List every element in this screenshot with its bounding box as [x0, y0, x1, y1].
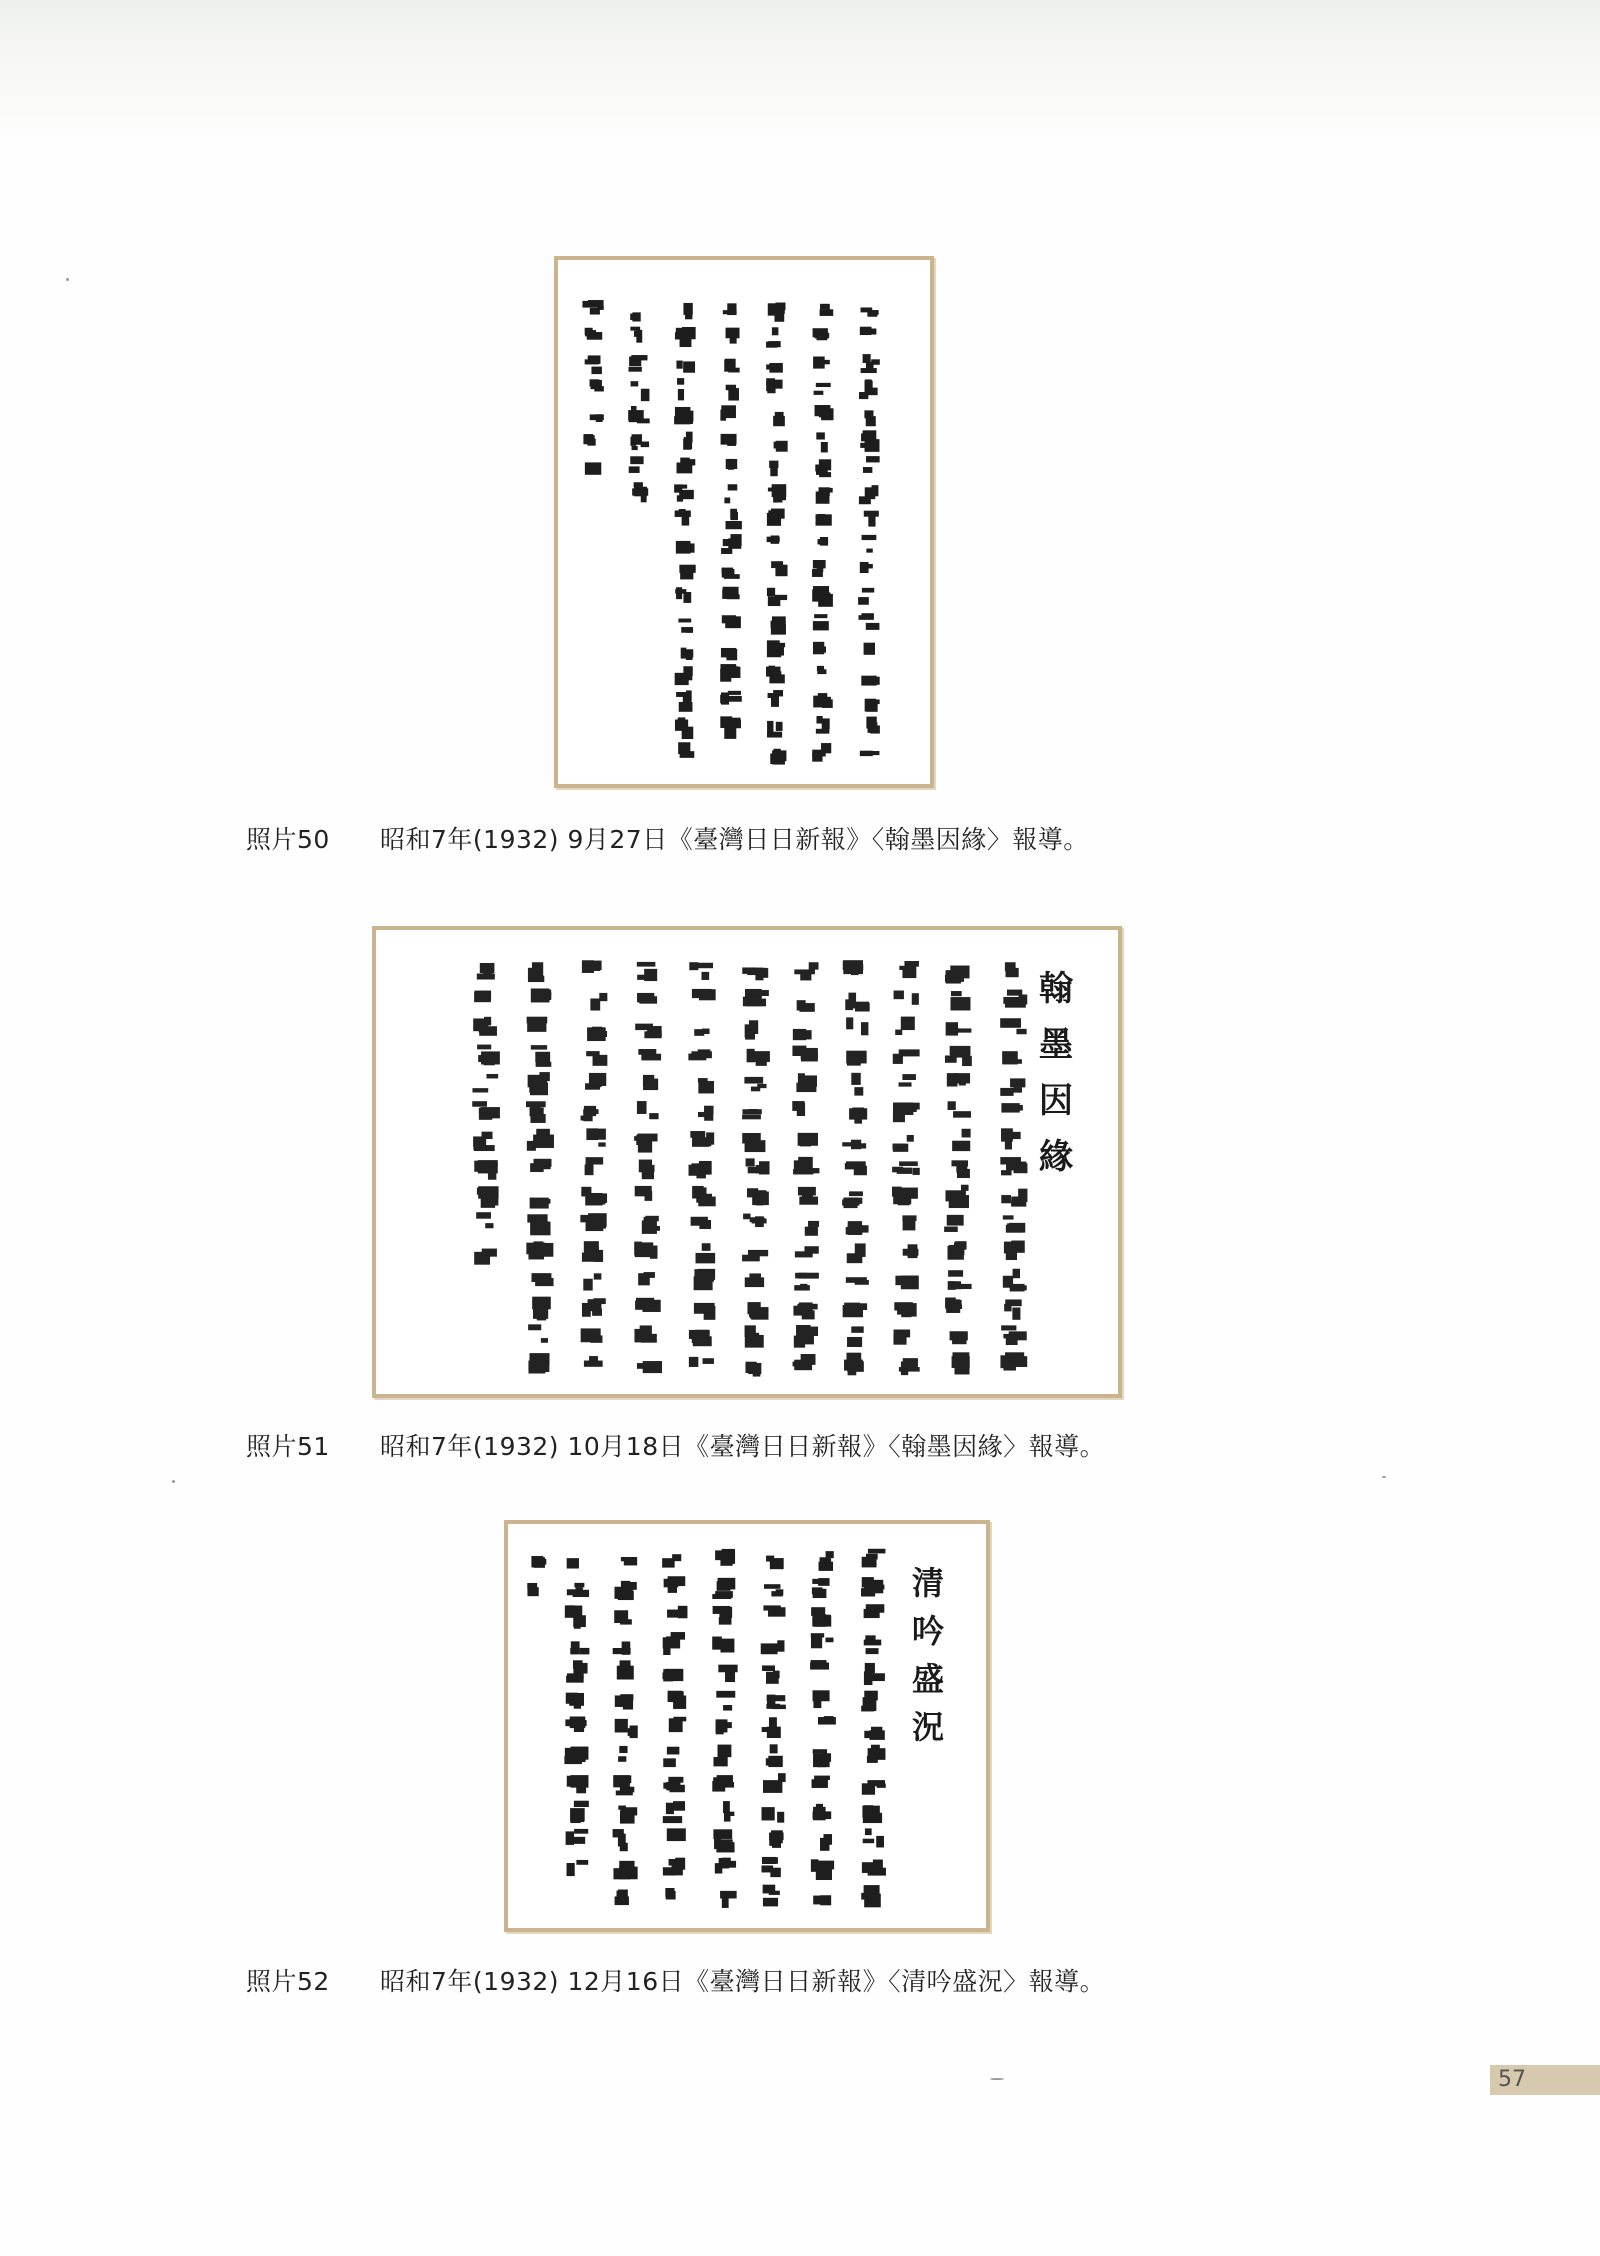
top-band [0, 0, 1600, 150]
newsprint-column [688, 962, 715, 1367]
newsprint-column [613, 1557, 638, 1905]
newsprint-column [766, 303, 788, 765]
svg-text:吟: 吟 [911, 1612, 945, 1650]
newsprint-column [1000, 962, 1027, 1370]
newsprint-column [628, 312, 650, 502]
scan-speck [990, 2078, 1004, 2080]
svg-text:盛: 盛 [911, 1660, 945, 1698]
clipping-title [912, 1564, 944, 1746]
newsprint-column [527, 1556, 546, 1596]
page-number: 57 [1490, 2065, 1600, 2095]
newsprint-column [792, 962, 819, 1370]
newsprint-column [472, 963, 500, 1265]
svg-text:緣: 緣 [1039, 1137, 1073, 1177]
newsprint-column [944, 966, 972, 1375]
photo-50-caption [246, 820, 1089, 856]
photo-52-clipping [504, 1520, 990, 1932]
scan-speck [172, 1480, 175, 1483]
newsprint-column [720, 303, 742, 739]
newsprint-column [742, 967, 770, 1376]
newsprint-column [842, 960, 870, 1375]
svg-text:翰: 翰 [1039, 969, 1073, 1009]
svg-text:清: 清 [911, 1564, 945, 1602]
scan-speck [66, 278, 69, 281]
photo-52-number: 照片52 [246, 1967, 330, 1996]
newsprint-column [761, 1556, 786, 1907]
photo-50-caption-text: 昭和7年(1932) 9月27日《臺灣日日新報》〈翰墨因緣〉報導。 [380, 825, 1089, 854]
photo-51-clipping [372, 926, 1122, 1398]
photo-52-caption [246, 1962, 1105, 1998]
newsprint-column [582, 300, 603, 475]
newsprint-column [812, 304, 833, 762]
clipping-title [1039, 969, 1073, 1177]
newsprint-column [858, 307, 880, 756]
newsprint-column [861, 1549, 886, 1908]
photo-52-caption-text: 昭和7年(1932) 12月16日《臺灣日日新報》〈清吟盛況〉報導。 [380, 1967, 1106, 1996]
newsprint-column [674, 303, 696, 758]
photo-50-number: 照片50 [246, 825, 330, 854]
svg-text:墨: 墨 [1039, 1025, 1073, 1065]
svg-text:因: 因 [1039, 1081, 1073, 1121]
photo-50-clipping [554, 256, 934, 788]
newsprint-column [564, 1558, 589, 1876]
newsprint-column [662, 1554, 687, 1899]
newsprint-column [810, 1551, 836, 1905]
newsprint-column [634, 962, 662, 1373]
svg-text:況: 況 [911, 1708, 945, 1746]
newsprint-column [526, 962, 554, 1373]
photo-51-caption [246, 1427, 1105, 1463]
photo-51-caption-text: 昭和7年(1932) 10月18日《臺灣日日新報》〈翰墨因緣〉報導。 [380, 1432, 1106, 1461]
newsprint-column [712, 1549, 737, 1908]
photo-51-number: 照片51 [246, 1432, 330, 1461]
newsprint-column [892, 961, 920, 1375]
scan-speck [1382, 1476, 1386, 1478]
newsprint-column [580, 960, 607, 1367]
